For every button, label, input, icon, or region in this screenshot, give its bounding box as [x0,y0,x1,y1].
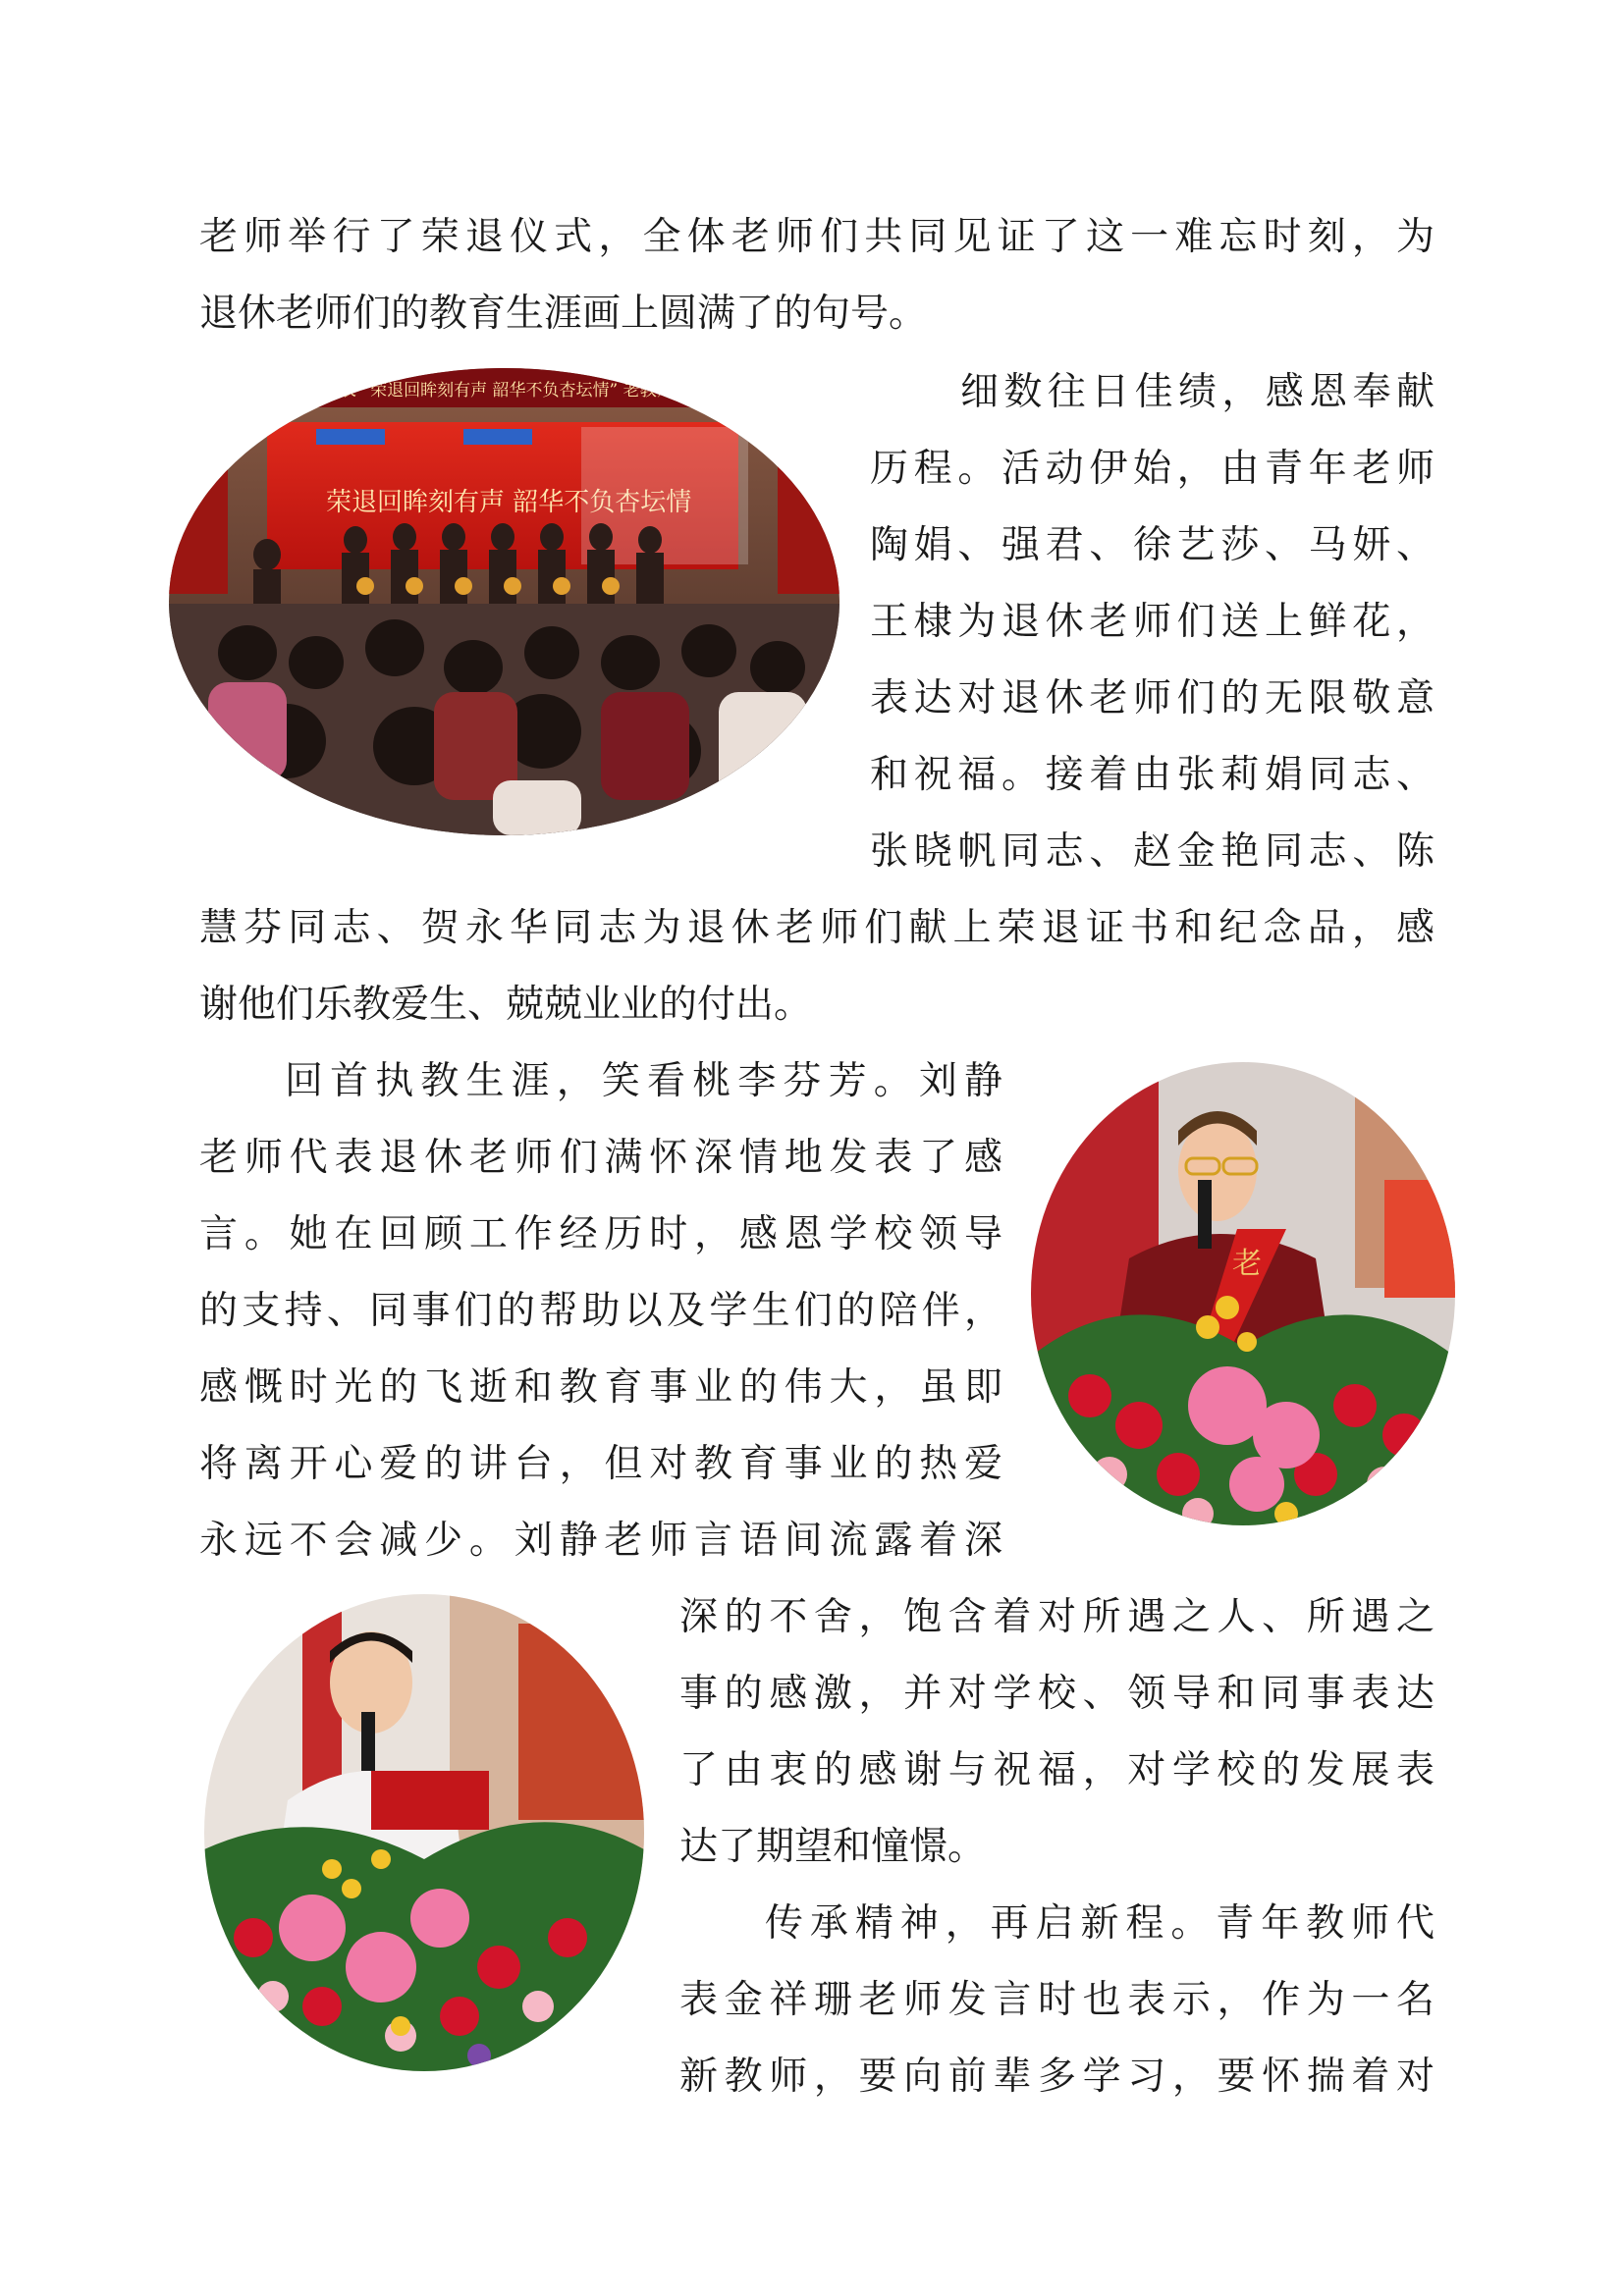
text-line: 历程。活动伊始，由青年老师 [870,447,1435,491]
text-line: 陶娟、强君、徐艺莎、马妍、 [870,523,1435,567]
text-line: 了由衷的感谢与祝福，对学校的发展表 [679,1748,1435,1792]
text-line: 和祝福。接着由张莉娟同志、 [870,753,1435,797]
screen-title: 荣退回眸刻有声 韶华不负杏坛情 [326,488,692,517]
text-line: 传承精神，再启新程。青年教师代 [765,1901,1435,1946]
text-line: 退休老师们的教育生涯画上圆满了的句号。 [199,292,928,336]
text-line: 慧芬同志、贺永华同志为退休老师们献上荣退证书和纪念品，感 [199,906,1435,950]
text-line: 言。她在回顾工作经历时，感恩学校领导 [199,1212,1002,1256]
text-line: 将离开心爱的讲台，但对教育事业的热爱 [199,1442,1002,1486]
speaker-photo [1031,1062,1455,1525]
text-line: 表达对退休老师们的无限敬意 [870,676,1435,721]
text-line: 事的感激，并对学校、领导和同事表达 [679,1672,1435,1716]
text-line: 的支持、同事们的帮助以及学生们的陪伴， [199,1289,1002,1333]
text-line: 张晓帆同志、赵金艳同志、陈 [870,829,1435,874]
text-line: 深的不舍，饱含着对所遇之人、所遇之 [679,1595,1435,1639]
text-line: 细数往日佳绩，感恩奉献 [960,370,1435,414]
text-line: 感慨时光的飞逝和教育事业的伟大，虽即 [199,1365,1002,1410]
banner-text: 纪念表 “荣退回眸刻有声 韶华不负杏坛情” 老教师荣退仪 [306,381,724,400]
text-line: 达了期望和憧憬。 [679,1825,987,1869]
text-line: 谢他们乐教爱生、兢兢业业的付出。 [199,983,813,1027]
text-line: 回首执教生涯，笑看桃李芬芳。刘静 [285,1059,1002,1103]
text-line: 王棣为退休老师们送上鲜花， [870,600,1435,644]
text-line: 老师举行了荣退仪式，全体老师们共同见证了这一难忘时刻，为 [199,215,1435,259]
text-line: 表金祥珊老师发言时也表示，作为一名 [679,1978,1435,2022]
text-line: 新教师，要向前辈多学习，要怀揣着对 [679,2055,1435,2099]
young-teacher-photo [204,1594,644,2071]
sash-text: 老 [1232,1247,1262,1281]
ceremony-photo [169,368,839,835]
text-line: 永远不会减少。刘静老师言语间流露着深 [199,1519,1002,1563]
text-line: 老师代表退休老师们满怀深情地发表了感 [199,1136,1002,1180]
